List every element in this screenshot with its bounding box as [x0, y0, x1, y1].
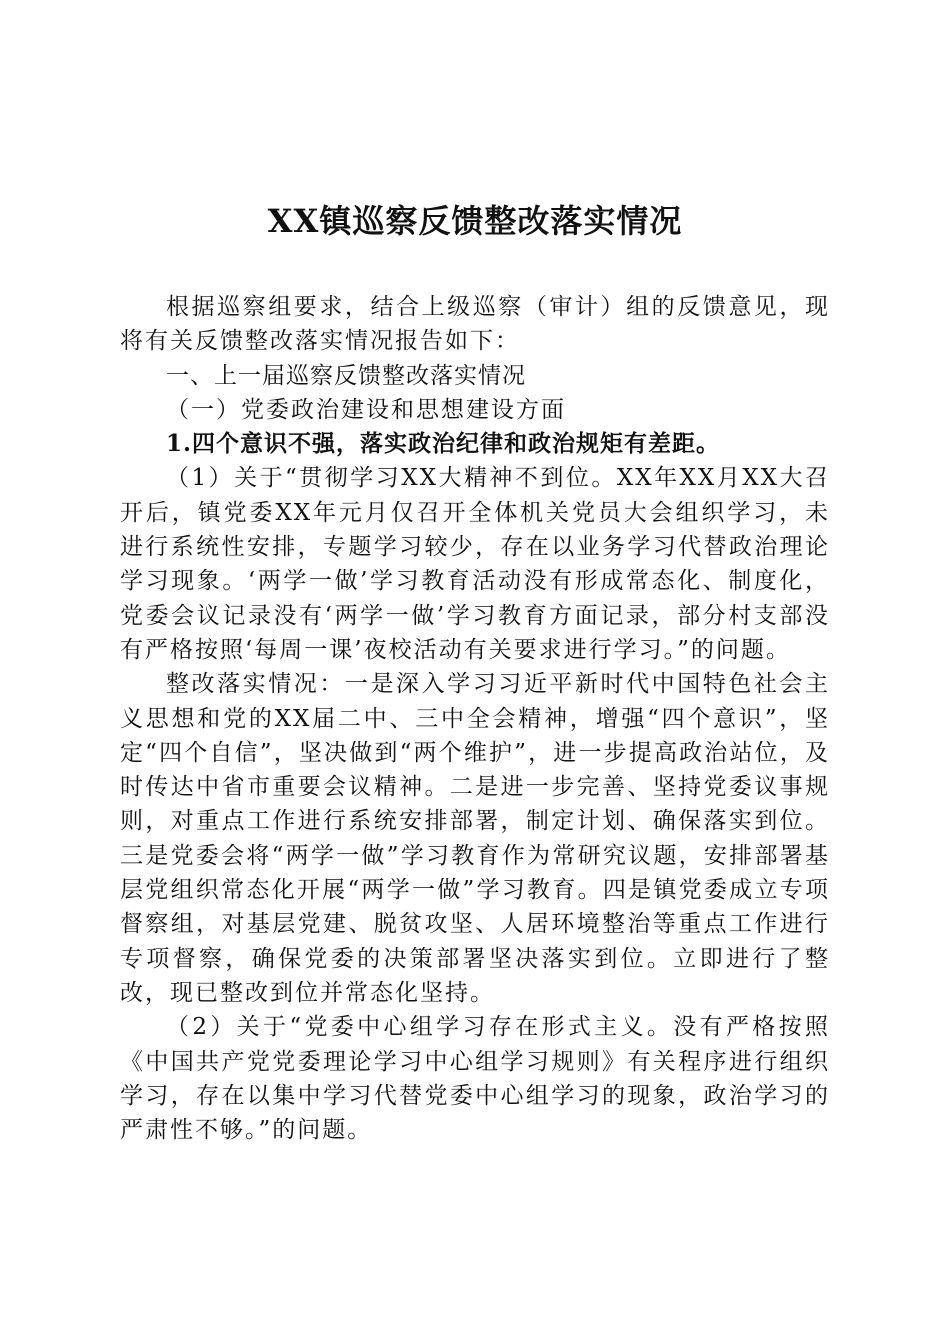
document-title: XX镇巡察反馈整改落实情况	[267, 202, 683, 240]
subsection-heading-1: （一）党委政治建设和思想建设方面	[166, 396, 566, 423]
intro-paragraph: 根据巡察组要求，结合上级巡察（审计）组的反馈意见，现将有关反馈整改落实情况报告如下：	[120, 294, 830, 355]
rectification-paragraph-1: 整改落实情况：一是深入学习习近平新时代中国特色社会主义思想和党的XX届二中、三中全会精神，增强“四个意识”，坚定“四个自信”，坚决做到“两个维护”，进一步提高政治站位，及时传达中省市重要会议精神。二是进一步完善、坚持党委议事规则，对重点工作进行系统安排部署，制定计划、确保落实到位。三是党委会将“两学一做”学习教育作为常研究议题，安排部署基层党组织常态化开展“两学一做”学习教育。四是镇党委成立专项督察组，对基层党建、脱贫攻坚、人居环境整治等重点工作进行专项督察，确保党委的决策部署坚决落实到位。立即进行了整改，现已整改到位并常态化坚持。	[120, 671, 830, 1006]
issue-paragraph-1: （1）关于“贯彻学习XX大精神不到位。XX年XX月XX大召开后，镇党委XX年元月仅召开全体机关党员大会组织学习，未进行系统性安排，专题学习较少，存在以业务学习代替政治理论学习现象。‘两学一做’学习教育活动没有形成常态化、制度化，党委会议记录没有‘两学一做’学习教育方面记录，部分村支部没有严格按照‘每周一课’夜校活动有关要求进行学习。”的问题。	[120, 465, 830, 663]
item-heading-1: 1.四个意识不强，落实政治纪律和政治规矩有差距。	[166, 430, 721, 458]
issue-paragraph-2: （2）关于“党委中心组学习存在形式主义。没有严格按照《中国共产党党委理论学习中心组学习规则》有关程序进行组织学习，存在以集中学习代替党委中心组学习的现象，政治学习的严肃性不够。”的问题。	[120, 1014, 830, 1144]
document-body	[120, 290, 830, 1147]
section-heading-1: 一、上一届巡察反馈整改落实情况	[166, 362, 526, 389]
